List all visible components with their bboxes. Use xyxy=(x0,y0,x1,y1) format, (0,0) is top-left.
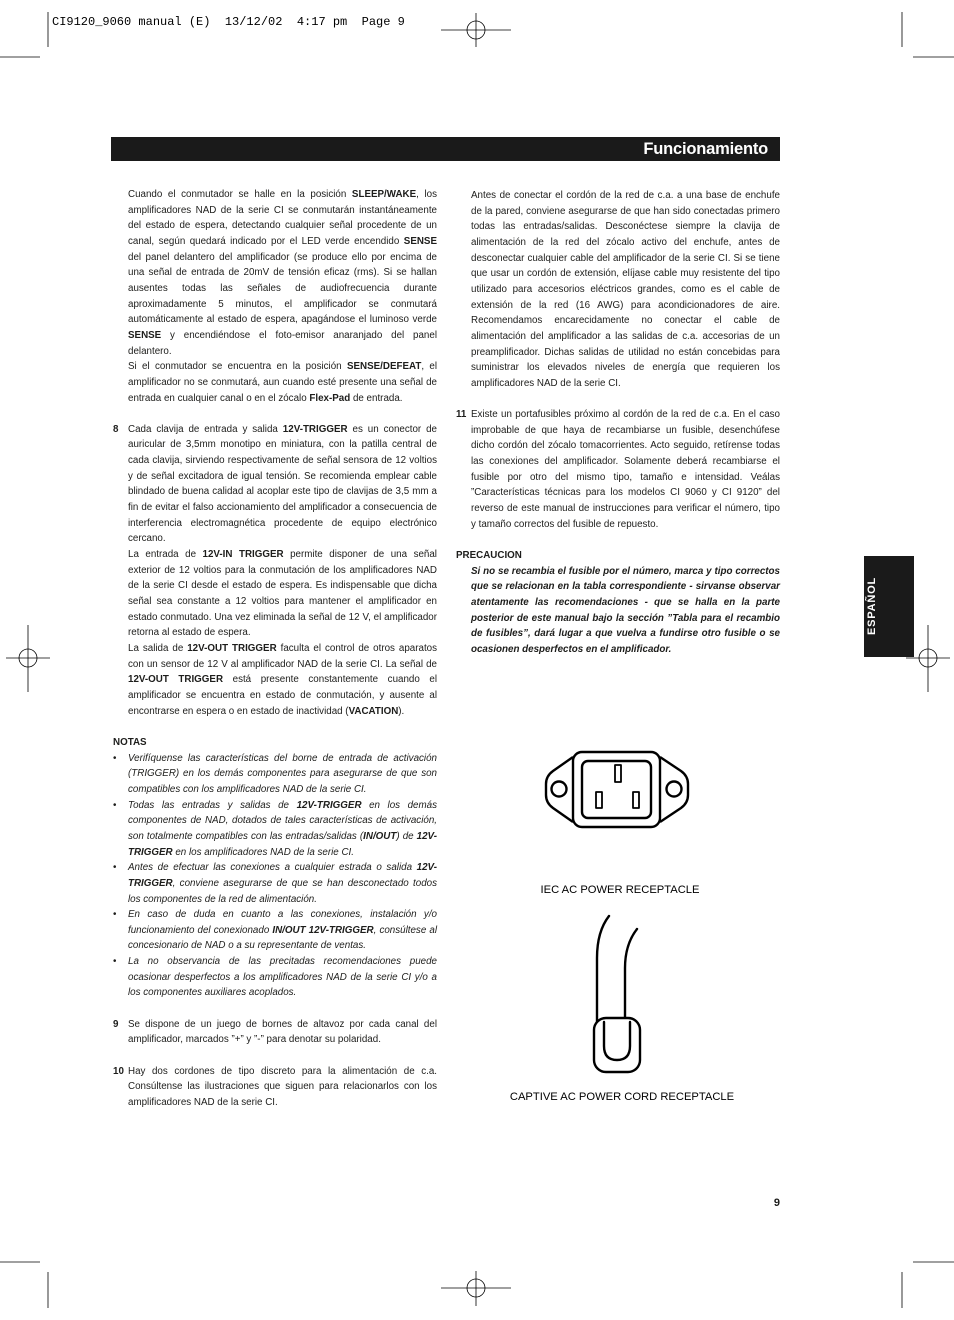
note-item xyxy=(113,798,437,861)
left-column xyxy=(113,187,437,1111)
cord-strain-relief xyxy=(594,1018,640,1072)
text-run: Si no se recambia el fusible por el número, marca y tipo correctos que se relacionan en la tabla correspondiente - sirvanse observar atentamente las recomendaciones - que se halla en la parte posterior de este manual bajo la sección ”Tabla para el recambio de fusibles”, dará lugar a que vuelva a fundirse otro fusible o se ocasionen desperfectos en el amplificador. xyxy=(471,565,780,655)
text-run: Se dispone de un juego de bornes de altavoz por cada canal del amplificador, marcados ”+” y ”-” para denotar su polaridad. xyxy=(128,1018,437,1046)
text-run: , conviene asegurarse de que se han desconectado todos los componentes de la red de alimentación. xyxy=(128,877,437,905)
text-run: en los demás componentes de NAD, dotados de tales características de activación, son totalmente compatibles con las entradas/salidas ( xyxy=(128,799,437,842)
text-run: , consúltese al concesionario de NAD o a su representante de ventas. xyxy=(128,924,437,952)
bold-text-run: 12V-TRIGGER xyxy=(282,423,348,435)
line-pin-slot xyxy=(596,792,602,808)
text-run: faculta el control de otros aparatos con un sensor de 12 V al amplificador NAD de la serie CI. La señal de xyxy=(128,643,438,670)
text-run: La salida de xyxy=(128,643,188,655)
note-text xyxy=(128,860,437,907)
paragraph xyxy=(128,1017,437,1048)
paragraph xyxy=(128,359,437,406)
bullet-marker: • xyxy=(113,909,117,921)
bold-text-run: SENSE xyxy=(128,329,162,341)
bold-text-run: VACATION xyxy=(348,705,399,717)
cord-outline-right xyxy=(625,929,637,1022)
bold-text-run: 12V-TRIGGER xyxy=(296,799,362,811)
cord-outline-left xyxy=(597,916,609,1022)
paragraph xyxy=(128,547,437,641)
paragraph xyxy=(471,188,780,392)
bold-text-run: 12V-TRIGGER xyxy=(128,862,437,889)
text-run: Antes de conectar el cordón de la red de c.a. a una base de enchufe de la pared, conviene asegurarse de que han sido conectadas primero todas las entradas/salidas. Desconéctese siempre la clavija de alimentación de la red del zócalo activo del enchufe, antes de desconectar cualquier cable del amplificador de la serie CI. Si se tiene que usar un cordón de extensión, elíjase cable muy resistente del tipo utilizado para accesorios eléctricos grandes, como es el cable de extensión de la red (16 AWG) para acondicionadores de aire. Recomendamos encarecidamente no conectar el cable de alimentación del amplificador a las salidas de c.a. accesorias de un preamplificador. Dichas salidas de utilidad no están concebidas para suministrar los elevados niveles de energía que requieren los amplificadores NAD de la serie CI. xyxy=(471,190,780,389)
text-run: permite disponer de una señal exterior de 12 voltios para la conmutación de los amplificadores NAD de la serie CI desde el estado de espera. Es indispensable que dicha señal sea constante a 12 voltios para mantener el amplificador en estado conmutado. Una vez eliminada la señal de 12 V, el amplificador retorna al estado de espera. xyxy=(128,549,437,639)
note-text xyxy=(128,751,437,798)
item-number: 8 xyxy=(113,423,119,435)
text-run: Hay dos cordones de tipo discreto para la alimentación de c.a. Consúltense las ilustraciones que siguen para relacionarlos con los amplificadores NAD de la serie CI. xyxy=(128,1065,437,1108)
note-item xyxy=(113,860,437,907)
mounting-hole-right xyxy=(667,782,682,797)
sleep-wake-section xyxy=(113,187,437,406)
iec-power-receptacle-icon xyxy=(546,752,688,827)
bold-text-run: IN/OUT 12V-TRIGGER xyxy=(272,924,374,936)
registration-circle xyxy=(467,21,485,39)
text-run: En caso de duda en cuanto a las conexiones, instalación y/o funcionamiento del conexionado xyxy=(128,909,437,936)
bold-text-run: SLEEP/WAKE xyxy=(351,189,417,200)
text-run: ) de xyxy=(396,830,417,842)
bold-text-run: 12V-IN TRIGGER xyxy=(202,549,284,561)
notes-heading: NOTAS xyxy=(113,736,147,748)
text-run: en los amplificadores NAD de la serie CI. xyxy=(172,846,354,858)
note-text xyxy=(128,907,437,954)
registration-circle xyxy=(467,1279,485,1297)
captive-power-cord-icon xyxy=(594,916,640,1072)
text-run: ). xyxy=(398,705,405,717)
note-text xyxy=(128,954,437,1001)
right-column xyxy=(456,188,780,658)
text-run: Todas las entradas y salidas de xyxy=(128,799,297,811)
paragraph xyxy=(128,187,437,359)
iec-receptacle-caption: IEC AC POWER RECEPTACLE xyxy=(540,884,700,896)
caution-text xyxy=(471,564,780,658)
crop-mark-bottom-left xyxy=(0,1262,48,1308)
mounting-hole-left xyxy=(552,782,567,797)
page-number: 9 xyxy=(773,1197,780,1209)
item-9 xyxy=(113,1017,437,1048)
crop-mark-top-left xyxy=(0,12,48,57)
paragraph xyxy=(128,1064,437,1111)
bold-text-run: 12V-OUT TRIGGER xyxy=(187,643,277,655)
text-run: La entrada de xyxy=(128,549,203,561)
caution-heading: PRECAUCION xyxy=(456,550,522,562)
crop-mark-bottom-right xyxy=(902,1262,954,1308)
note-item xyxy=(113,751,437,798)
text-run: Cuando el conmutador se halle en la posición xyxy=(128,189,352,200)
bullet-marker: • xyxy=(113,752,117,764)
crop-mark-top-right xyxy=(902,12,954,57)
text-run: La no observancia de las precitadas recomendaciones puede ocasionar desperfectos a los amplificadores NAD de la serie CI y/o a los componentes auxiliares acoplados. xyxy=(128,956,437,999)
bold-text-run: 12V-TRIGGER xyxy=(128,830,437,858)
item-10 xyxy=(113,1064,437,1111)
item-11 xyxy=(456,407,780,532)
print-slug: CI9120_9060 manual (E) 13/12/02 4:17 pm Page 9 xyxy=(52,15,405,29)
note-item xyxy=(113,907,437,954)
text-run: y encendiéndose el foto-emisor anaranjado del panel delantero. xyxy=(128,329,437,357)
paragraph xyxy=(471,407,780,532)
cord-strain-relief-inner xyxy=(604,1022,630,1060)
bold-text-run: SENSE/DEFEAT xyxy=(346,361,422,373)
item-8 xyxy=(113,422,437,719)
receptacle-socket xyxy=(582,761,651,818)
item-number: 9 xyxy=(113,1018,119,1030)
receptacle-body xyxy=(573,752,660,827)
item-number: 10 xyxy=(113,1065,124,1077)
caution-section xyxy=(456,548,780,658)
earth-pin-slot xyxy=(615,765,621,782)
bullet-marker: • xyxy=(113,799,117,811)
text-run: Antes de efectuar las conexiones a cualquier estrada o salida xyxy=(128,862,417,874)
bullet-marker: • xyxy=(113,956,117,968)
note-item xyxy=(113,954,437,1001)
bold-text-run: 12V-OUT TRIGGER xyxy=(128,674,224,686)
section-title: Funcionamiento xyxy=(643,140,768,158)
text-run: Existe un portafusibles próximo al cordón de la red de c.a. En el caso improbable de que haya de recambiarse un fusible, desenchúfese dicho cordón del zócalo tomacorrientes. Acto seguido, retírense todas las conexiones del amplificador. Solamente deberá recambiarse el fusible por otro del mismo tipo, tamaño e intensidad. Veálas ”Características técnicas para los modelos CI 9060 y CI 9120” del reverso de este manual de instrucciones para verificar el número, tipo y tamaño correctos del fusible de repuesto. xyxy=(471,409,780,530)
bold-text-run: IN/OUT xyxy=(363,830,397,842)
note-text xyxy=(128,798,437,861)
text-run: , los amplificadores NAD de la serie CI se conmutarán instantáneamente del estado de espera, detectando cualquier señal procedente de un canal, según quedará indicado por el LED verde encendido xyxy=(128,189,438,247)
registration-mark-left xyxy=(6,625,50,692)
bold-text-run: Flex-Pad xyxy=(309,392,351,404)
notes-section xyxy=(113,735,437,1001)
captive-cord-caption: CAPTIVE AC POWER CORD RECEPTACLE xyxy=(509,1091,735,1103)
text-run: Cada clavija de entrada y salida xyxy=(128,423,283,435)
text-run: , el amplificador no se conmutará, aun cuando esté presente una señal de entrada en cualquier canal o en el zócalo xyxy=(128,361,437,404)
text-run: Verifíquense las características del borne de entrada de activación (TRIGGER) en los demás componentes para asegurarse de que son compatibles con los amplificadores NAD de la serie CI. xyxy=(128,752,437,795)
text-run: Si el conmutador se encuentra en la posición xyxy=(128,361,347,373)
language-tab xyxy=(864,556,914,657)
registration-circle xyxy=(919,649,937,667)
text-run: del panel delantero del amplificador (se produce ello por encima de una señal de entrada de 20mV de tensión eficaz (rms). Si se hallan ausentes todas las señales de audiofrecuencia durante aproximadamente 5 minutos, el amplificador se conmutará automáticamente al estado de espera, apagándose el luminoso verde xyxy=(128,251,437,326)
neutral-pin-slot xyxy=(633,792,639,808)
bold-text-run: SENSE xyxy=(403,235,437,247)
text-run: es un conector de auricular de 3,5mm monotipo en miniatura, con la patilla central de cada clavija, sirviendo respectivamente de señal sensora de 12 voltios y de señal excitadora de igual tensión. Se recomienda emplear cable blindado de buena calidad al acoplar este tipo de clavijas de 3,5 mm a fin de evitar el falso accionamiento del amplificador a consecuencia de interferencia electromagnética procedente de equipo electrónico cercano. xyxy=(128,423,437,545)
receptacle-flange-right xyxy=(660,757,688,822)
registration-mark-bottom xyxy=(441,1271,511,1306)
section-title-bar xyxy=(111,137,780,161)
paragraph xyxy=(128,422,437,547)
bullet-marker: • xyxy=(113,862,117,874)
language-tab-label: ESPAÑOL xyxy=(866,577,878,635)
registration-mark-top xyxy=(441,13,511,47)
paragraph xyxy=(128,641,437,719)
power-cord-section xyxy=(456,188,780,392)
receptacle-flange-left xyxy=(546,757,573,822)
registration-circle xyxy=(19,649,37,667)
text-run: de entrada. xyxy=(350,392,403,404)
item-number: 11 xyxy=(456,409,467,421)
text-run: está presente constantemente cuando el amplificador se encuentra en estado de conmutación, y ausente al encontrarse en espera o en estado de inactividad ( xyxy=(128,674,438,717)
